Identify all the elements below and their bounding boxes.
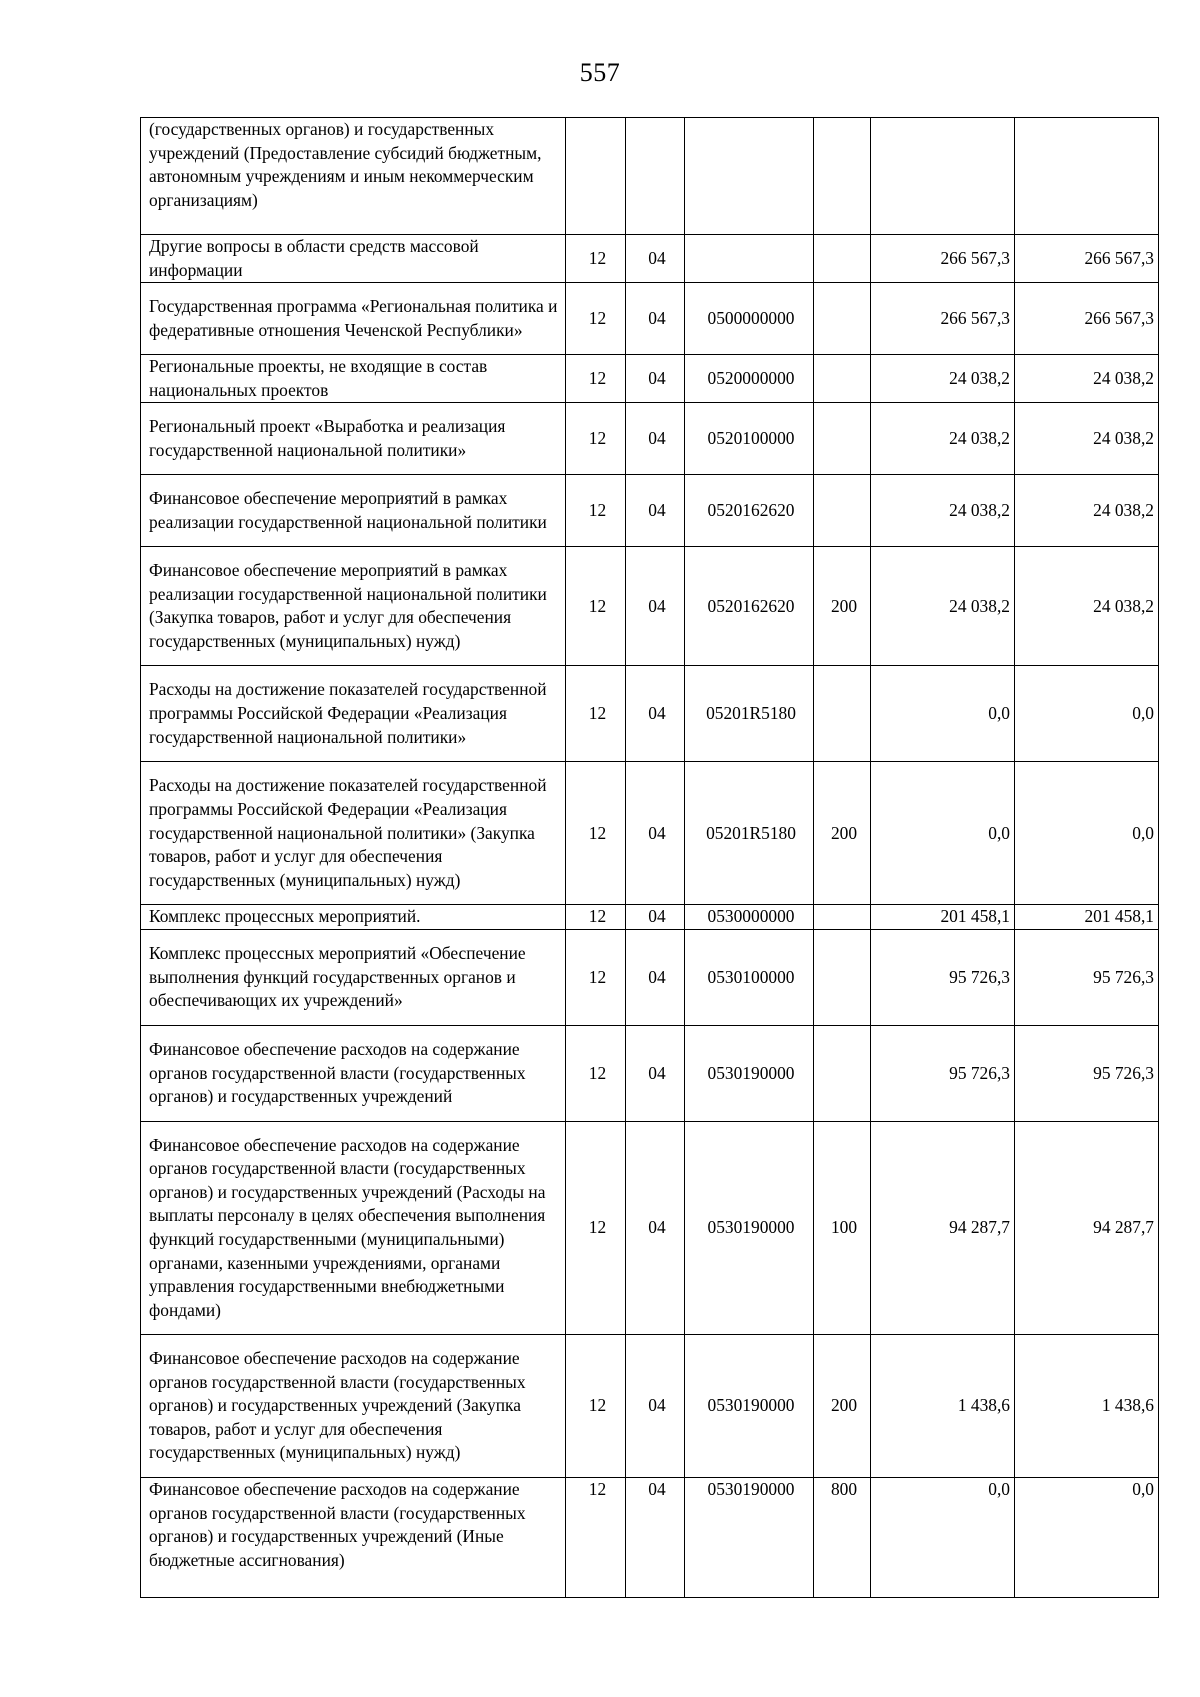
section-code: 12 <box>566 283 626 355</box>
amount-2: 95 726,3 <box>1015 929 1159 1025</box>
table-row <box>141 1121 1159 1334</box>
subsection-code: 04 <box>626 283 685 355</box>
amount-2: 201 458,1 <box>1015 905 1159 930</box>
amount-2: 24 038,2 <box>1015 403 1159 475</box>
subsection-code: 04 <box>626 666 685 762</box>
amount-1: 24 038,2 <box>871 403 1015 475</box>
subsection-code: 04 <box>626 403 685 475</box>
expense-name: Финансовое обеспечение расходов на содержание органов государственной власти (государственных органов) и государственных учреждений (Расходы на выплаты персоналу в целях обеспечения выполнения функций государственными (муниципальными) органами, казенными учреждениями, органами управления государственными внебюджетными фондами) <box>141 1121 566 1334</box>
expense-type-code <box>814 666 871 762</box>
target-article-code <box>685 235 814 283</box>
target-article-code: 0530190000 <box>685 1477 814 1597</box>
subsection-code: 04 <box>626 475 685 547</box>
target-article-code: 05201R5180 <box>685 762 814 905</box>
target-article-code: 0530190000 <box>685 1334 814 1477</box>
expense-type-code <box>814 235 871 283</box>
target-article-code: 0530000000 <box>685 905 814 930</box>
subsection-code: 04 <box>626 1334 685 1477</box>
amount-1: 266 567,3 <box>871 283 1015 355</box>
section-code: 12 <box>566 475 626 547</box>
section-code: 12 <box>566 235 626 283</box>
amount-1: 201 458,1 <box>871 905 1015 930</box>
expense-type-code <box>814 929 871 1025</box>
amount-1: 24 038,2 <box>871 475 1015 547</box>
target-article-code: 0520100000 <box>685 403 814 475</box>
section-code: 12 <box>566 1334 626 1477</box>
expense-name: Региональный проект «Выработка и реализация государственной национальной политики» <box>141 403 566 475</box>
expense-name: Другие вопросы в области средств массовой информации <box>141 235 566 283</box>
table-row <box>141 118 1159 235</box>
expense-name: Комплекс процессных мероприятий «Обеспечение выполнения функций государственных органов и обеспечивающих их учреждений» <box>141 929 566 1025</box>
expense-type-code: 200 <box>814 1334 871 1477</box>
expense-type-code <box>814 118 871 235</box>
amount-2 <box>1015 118 1159 235</box>
subsection-code <box>626 118 685 235</box>
subsection-code: 04 <box>626 235 685 283</box>
section-code: 12 <box>566 1121 626 1334</box>
target-article-code: 0530190000 <box>685 1025 814 1121</box>
amount-2: 0,0 <box>1015 762 1159 905</box>
expense-type-code <box>814 355 871 403</box>
table-row <box>141 1477 1159 1597</box>
table-row <box>141 355 1159 403</box>
amount-2: 0,0 <box>1015 666 1159 762</box>
target-article-code: 05201R5180 <box>685 666 814 762</box>
expense-type-code: 800 <box>814 1477 871 1597</box>
expense-name: Расходы на достижение показателей государственной программы Российской Федерации «Реализация государственной национальной политики» (Закупка товаров, работ и услуг для обеспечения государственных (муниципальных) нужд) <box>141 762 566 905</box>
section-code: 12 <box>566 929 626 1025</box>
amount-2: 0,0 <box>1015 1477 1159 1597</box>
section-code: 12 <box>566 403 626 475</box>
amount-2: 266 567,3 <box>1015 283 1159 355</box>
budget-table <box>140 117 1159 1598</box>
section-code: 12 <box>566 762 626 905</box>
expense-name: Государственная программа «Региональная политика и федеративные отношения Чеченской Республики» <box>141 283 566 355</box>
expense-name: Финансовое обеспечение расходов на содержание органов государственной власти (государственных органов) и государственных учреждений <box>141 1025 566 1121</box>
section-code: 12 <box>566 1477 626 1597</box>
expense-name: Расходы на достижение показателей государственной программы Российской Федерации «Реализация государственной национальной политики» <box>141 666 566 762</box>
expense-type-code <box>814 475 871 547</box>
section-code: 12 <box>566 1025 626 1121</box>
subsection-code: 04 <box>626 1477 685 1597</box>
expense-type-code: 100 <box>814 1121 871 1334</box>
expense-type-code <box>814 403 871 475</box>
amount-1: 24 038,2 <box>871 547 1015 666</box>
section-code <box>566 118 626 235</box>
target-article-code <box>685 118 814 235</box>
section-code: 12 <box>566 905 626 930</box>
expense-type-code: 200 <box>814 762 871 905</box>
subsection-code: 04 <box>626 355 685 403</box>
table-row <box>141 547 1159 666</box>
table-row <box>141 929 1159 1025</box>
expense-name: (государственных органов) и государственных учреждений (Предоставление субсидий бюджетным, автономным учреждениям и иным некоммерческим организациям) <box>141 118 566 235</box>
page-number: 557 <box>579 58 621 87</box>
target-article-code: 0530190000 <box>685 1121 814 1334</box>
amount-1 <box>871 118 1015 235</box>
amount-2: 1 438,6 <box>1015 1334 1159 1477</box>
section-code: 12 <box>566 355 626 403</box>
amount-1: 266 567,3 <box>871 235 1015 283</box>
table-row <box>141 666 1159 762</box>
subsection-code: 04 <box>626 1025 685 1121</box>
target-article-code: 0520000000 <box>685 355 814 403</box>
expense-name: Комплекс процессных мероприятий. <box>141 905 566 930</box>
expense-type-code <box>814 283 871 355</box>
subsection-code: 04 <box>626 905 685 930</box>
amount-1: 0,0 <box>871 666 1015 762</box>
subsection-code: 04 <box>626 547 685 666</box>
subsection-code: 04 <box>626 1121 685 1334</box>
expense-name: Финансовое обеспечение расходов на содержание органов государственной власти (государственных органов) и государственных учреждений (Закупка товаров, работ и услуг для обеспечения государственных (муниципальных) нужд) <box>141 1334 566 1477</box>
table-row <box>141 762 1159 905</box>
amount-2: 266 567,3 <box>1015 235 1159 283</box>
budget-table-body <box>141 118 1159 1598</box>
amount-2: 24 038,2 <box>1015 547 1159 666</box>
expense-name: Региональные проекты, не входящие в состав национальных проектов <box>141 355 566 403</box>
table-row <box>141 283 1159 355</box>
amount-1: 0,0 <box>871 1477 1015 1597</box>
table-row <box>141 1334 1159 1477</box>
amount-2: 94 287,7 <box>1015 1121 1159 1334</box>
expense-name: Финансовое обеспечение мероприятий в рамках реализации государственной национальной политики <box>141 475 566 547</box>
expense-type-code: 200 <box>814 547 871 666</box>
amount-1: 24 038,2 <box>871 355 1015 403</box>
subsection-code: 04 <box>626 929 685 1025</box>
expense-name: Финансовое обеспечение расходов на содержание органов государственной власти (государственных органов) и государственных учреждений (Иные бюджетные ассигнования) <box>141 1477 566 1597</box>
amount-2: 24 038,2 <box>1015 475 1159 547</box>
expense-name: Финансовое обеспечение мероприятий в рамках реализации государственной национальной политики (Закупка товаров, работ и услуг для обеспечения государственных (муниципальных) нужд) <box>141 547 566 666</box>
table-row <box>141 905 1159 930</box>
table-row <box>141 403 1159 475</box>
target-article-code: 0520162620 <box>685 547 814 666</box>
subsection-code: 04 <box>626 762 685 905</box>
section-code: 12 <box>566 547 626 666</box>
amount-1: 95 726,3 <box>871 929 1015 1025</box>
amount-1: 1 438,6 <box>871 1334 1015 1477</box>
table-row <box>141 475 1159 547</box>
table-row <box>141 1025 1159 1121</box>
target-article-code: 0520162620 <box>685 475 814 547</box>
target-article-code: 0500000000 <box>685 283 814 355</box>
amount-1: 95 726,3 <box>871 1025 1015 1121</box>
expense-type-code <box>814 905 871 930</box>
amount-1: 0,0 <box>871 762 1015 905</box>
section-code: 12 <box>566 666 626 762</box>
expense-type-code <box>814 1025 871 1121</box>
amount-2: 24 038,2 <box>1015 355 1159 403</box>
amount-2: 95 726,3 <box>1015 1025 1159 1121</box>
target-article-code: 0530100000 <box>685 929 814 1025</box>
table-row <box>141 235 1159 283</box>
amount-1: 94 287,7 <box>871 1121 1015 1334</box>
